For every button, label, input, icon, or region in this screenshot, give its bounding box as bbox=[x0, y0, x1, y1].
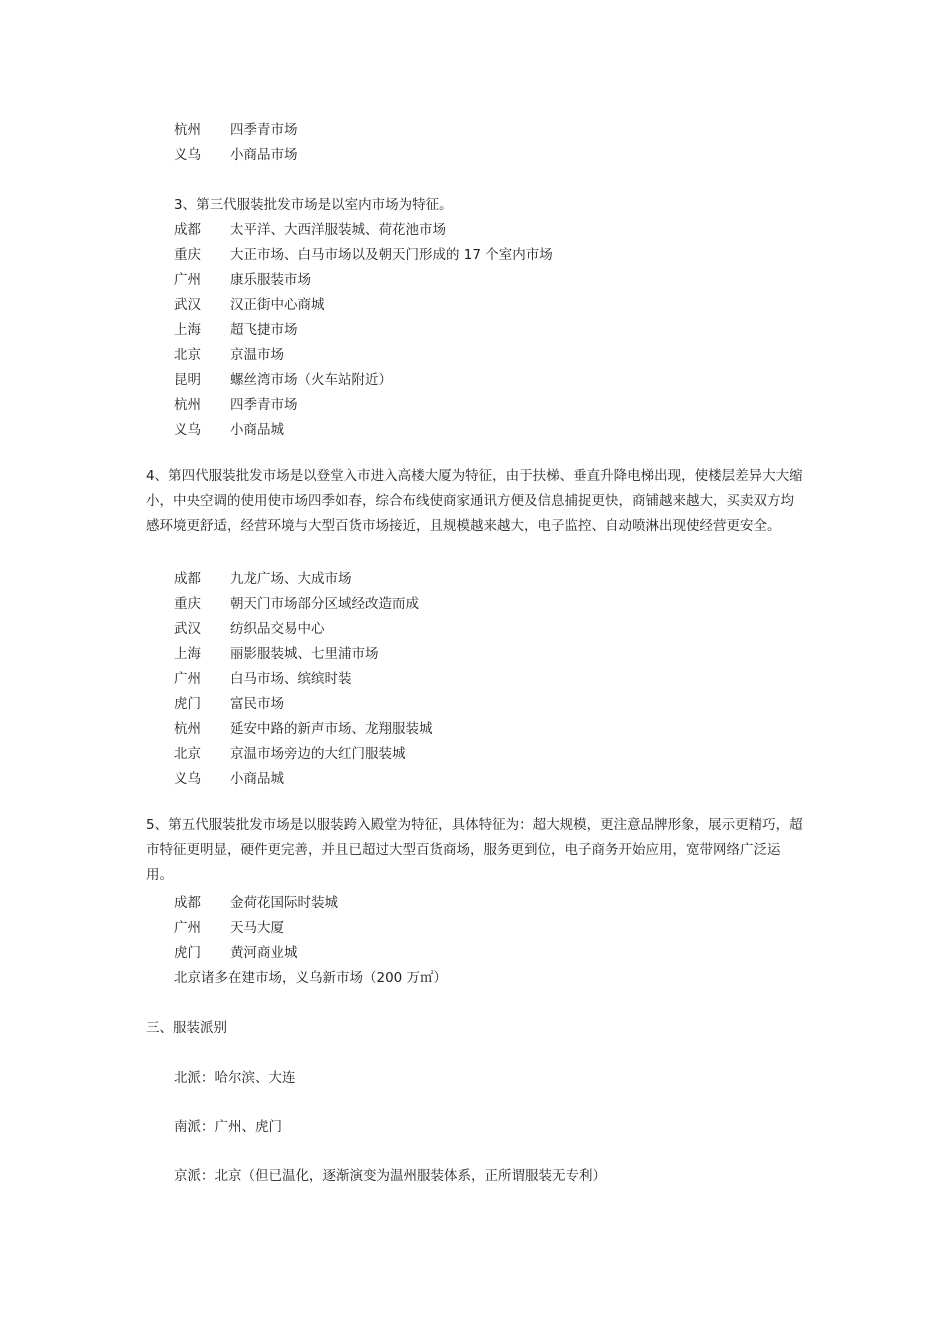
note-text: 北京诸多在建市场，义乌新市场（200 万㎡） bbox=[174, 970, 448, 986]
city-label: 广州 bbox=[174, 920, 201, 936]
section-paragraph: 5、第五代服装批发市场是以服装跨入殿堂为特征，具体特征为：超大规模，更注意品牌形象，展示更精巧，超市特征更明显，硬件更完善，并且已超过大型百货商场，服务更到位，电子商务开始应用，宽带网络广泛运用。 bbox=[146, 817, 803, 883]
market-label: 丽影服装城、七里浦市场 bbox=[230, 646, 379, 662]
market-label: 朝天门市场部分区域经改造而成 bbox=[230, 596, 419, 612]
city-label: 成都 bbox=[174, 895, 201, 911]
city-label: 广州 bbox=[174, 272, 201, 288]
city-label: 重庆 bbox=[174, 247, 201, 263]
city-label: 成都 bbox=[174, 571, 201, 587]
city-label: 杭州 bbox=[174, 721, 201, 737]
list-item: 南派：广州、虎门 bbox=[174, 1119, 282, 1135]
market-label: 小商品城 bbox=[230, 422, 284, 438]
market-label: 黄河商业城 bbox=[230, 945, 298, 961]
market-label: 螺丝湾市场（火车站附近） bbox=[230, 372, 392, 388]
market-label: 延安中路的新声市场、龙翔服装城 bbox=[230, 721, 433, 737]
city-label: 北京 bbox=[174, 746, 201, 762]
market-label: 太平洋、大西洋服装城、荷花池市场 bbox=[230, 222, 446, 238]
city-label: 义乌 bbox=[174, 422, 201, 438]
market-label: 四季青市场 bbox=[230, 397, 298, 413]
city-label: 义乌 bbox=[174, 147, 201, 163]
city-label: 重庆 bbox=[174, 596, 201, 612]
list-item: 京派：北京（但已温化，逐渐演变为温州服装体系，正所谓服装无专利） bbox=[174, 1168, 606, 1184]
market-label: 九龙广场、大成市场 bbox=[230, 571, 352, 587]
market-label: 纺织品交易中心 bbox=[230, 621, 325, 637]
city-label: 上海 bbox=[174, 322, 201, 338]
city-label: 杭州 bbox=[174, 397, 201, 413]
city-label: 义乌 bbox=[174, 771, 201, 787]
market-label: 汉正街中心商城 bbox=[230, 297, 325, 313]
city-label: 武汉 bbox=[174, 297, 201, 313]
market-label: 四季青市场 bbox=[230, 122, 298, 138]
city-label: 武汉 bbox=[174, 621, 201, 637]
market-label: 京温市场 bbox=[230, 347, 284, 363]
city-label: 广州 bbox=[174, 671, 201, 687]
list-item: 北派：哈尔滨、大连 bbox=[174, 1070, 296, 1086]
market-label: 小商品市场 bbox=[230, 147, 298, 163]
city-label: 杭州 bbox=[174, 122, 201, 138]
market-label: 天马大厦 bbox=[230, 920, 284, 936]
section-heading: 3、第三代服装批发市场是以室内市场为特征。 bbox=[174, 197, 453, 213]
market-label: 京温市场旁边的大红门服装城 bbox=[230, 746, 406, 762]
section-paragraph: 4、第四代服装批发市场是以登堂入市进入高楼大厦为特征，由于扶梯、垂直升降电梯出现，使楼层差异大大缩小，中央空调的使用使市场四季如春，综合布线使商家通讯方便及信息捕捉更快，商铺越来越大，买卖双方均感环境更舒适，经营环境与大型百货市场接近，且规模越来越大，电子监控、自动喷淋出现使经营更安全。 bbox=[146, 468, 803, 534]
city-label: 虎门 bbox=[174, 696, 201, 712]
market-label: 康乐服装市场 bbox=[230, 272, 311, 288]
market-label: 金荷花国际时装城 bbox=[230, 895, 338, 911]
market-label: 白马市场、缤缤时装 bbox=[230, 671, 352, 687]
market-label: 超飞捷市场 bbox=[230, 322, 298, 338]
city-label: 虎门 bbox=[174, 945, 201, 961]
section-title: 三、服装派别 bbox=[146, 1020, 227, 1036]
city-label: 成都 bbox=[174, 222, 201, 238]
market-label: 富民市场 bbox=[230, 696, 284, 712]
city-label: 上海 bbox=[174, 646, 201, 662]
city-label: 北京 bbox=[174, 347, 201, 363]
city-label: 昆明 bbox=[174, 372, 201, 388]
market-label: 小商品城 bbox=[230, 771, 284, 787]
market-label: 大正市场、白马市场以及朝天门形成的 17 个室内市场 bbox=[230, 247, 553, 263]
